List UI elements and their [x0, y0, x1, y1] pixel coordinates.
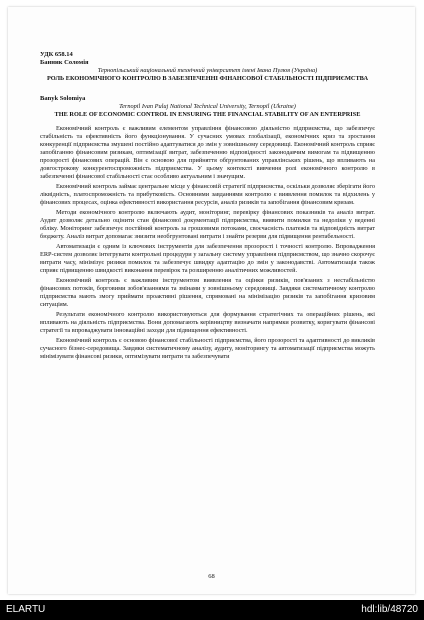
page-content — [40, 51, 375, 363]
paragraph: Економічний контроль займає центральне місце у фінансовій стратегії підприємства, оскільки дозволяє зберігати його ліквідність, платоспроможність та прибутковість. Основними завданнями контролю є виявлення помилок та відхилень у фінансових процесах, оцінка ефективності використання ресурсів, аналіз ризиків та запобігання фінансовим кризам. — [40, 183, 375, 206]
paragraph: Автоматизація є одним із ключових інструментів для забезпечення прозорості і точності контролю. Впровадження ERP-систем дозволяє інтегрувати контрольні процедури у загальну систему управління підприємством, що значно скорочує витрати часу, мінімізує ризики помилок та забезпечує швидку адаптацію до змін у законодавстві. Автоматизація також сприяє підвищенню швидкості виконання перевірок та розширенню аналітичних можливостей. — [40, 243, 375, 274]
repository-footer — [0, 600, 424, 620]
paragraph: Методи економічного контролю включають аудит, моніторинг, перевірку фінансових показників та аналіз витрат. Аудит дозволяє детально оцінити стан фінансової документації підприємства, виявити помилки та недоліки у веденні обліку. Моніторинг забезпечує постійний контроль за грошовими потоками, своєчасність платежів та відповідність витрат бюджету. Аналіз витрат допомагає знизити необгрунтовані витрати і знайти резерви для підвищення рентабельності. — [40, 209, 375, 240]
author-name-en: Banyk Solomiya — [40, 95, 86, 102]
repository-name: ELARTU — [6, 604, 46, 615]
affiliation-ua: Тернопільський національний технічний університет імені Івана Пулюя (Україна) — [97, 67, 318, 74]
udk-code: УДК 658.14 — [40, 51, 73, 58]
author-name-ua: Банник Соломія — [40, 59, 89, 66]
paragraph: Економічний контроль є важливим інструментом виявлення та оцінки ризиків, пов'язаних з нестабільністю фінансових потоків, борговими зобов'язаннями та змінами у зовнішньому середовищі. Завдяки систематичному контролю підприємства мають змогу приймати проактивні рішення, спрямовані на мінімізацію ризиків та запобігання кризовим ситуаціям. — [40, 277, 375, 308]
paragraph: Економічний контроль є важливим елементом управління фінансовою діяльністю підприємства, що забезпечує стабільність та ефективність його функціонування. У сучасних умовах глобалізації, економічних криз та зростання конкуренції підприємства змушені постійно адаптуватися до змін у зовнішньому середовищі. Економічний контроль сприяє запобіганню фінансовим ризикам, оптимізації витрат, забезпеченню відповідності законодавчим вимогам та підвищенню прозорості фінансових операцій. Він є основою для прийняття обґрунтованих управлінських рішень, що впливають на довгострокову конкурентоспроможність підприємства. У цьому контексті вивчення ролі економічного контролю в забезпеченні фінансової стабільності стає особливо актуальним і значущим. — [40, 125, 375, 180]
affiliation-en: Ternopil Ivan Puluj National Technical University, Ternopil (Ukraine) — [119, 103, 296, 110]
title-ua: РОЛЬ ЕКОНОМІЧНОГО КОНТРОЛЮ В ЗАБЕЗПЕЧЕННІ ФІНАНСОВОЇ СТАБІЛЬНОСТІ ПІДПРИЄМСТВА — [46, 75, 369, 82]
paragraph: Результати економічного контролю використовуються для формування стратегічних та операційних рішень, які впливають на діяльність підприємства. Вони допомагають керівництву визначати напрямки розвитку, коригувати фінансові стратегії та впроваджувати інноваційні заходи для підвищення ефективності. — [40, 311, 375, 334]
body-text — [40, 125, 375, 361]
document-page — [8, 7, 415, 594]
title-en: THE ROLE OF ECONOMIC CONTROL IN ENSURING THE FINANCIAL STABILITY OF AN ENTERPRISE — [54, 111, 361, 118]
handle-id: hdl:lib/48720 — [361, 604, 418, 615]
page-number: 68 — [208, 573, 215, 580]
paragraph: Економічний контроль є основою фінансової стабільності підприємства, його прозорості та адаптивності до викликів сучасного бізнес-середовища. Завдяки систематичному аналізу, аудиту, моніторингу та автоматизації підприємства можуть мінімізувати фінансові ризики, оптимізувати витрати та забезпечувати — [40, 337, 375, 360]
